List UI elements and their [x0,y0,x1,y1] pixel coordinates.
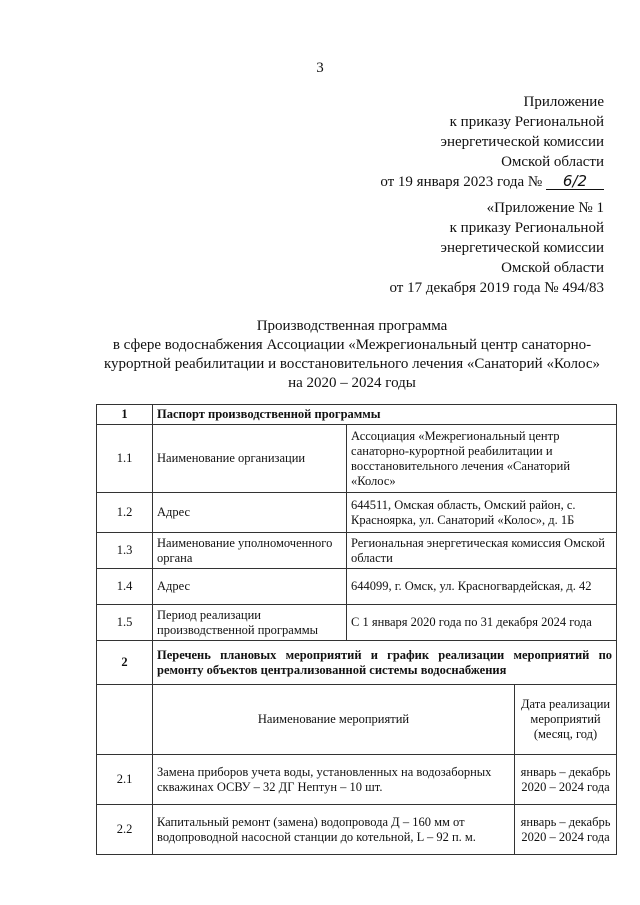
title-line: в сфере водоснабжения Ассоциации «Межрегиональный центр санаторно- [112,337,592,353]
appendix-line: «Приложение № 1 [486,200,604,216]
section-number: 2 [97,641,153,685]
row-label: Период реализации производственной программы [153,605,347,641]
row-value: Региональная энергетическая комиссия Омской области [347,533,617,569]
row-value: С 1 января 2020 года по 31 декабря 2024 года [347,605,617,641]
row-number: 1.5 [97,605,153,641]
row-number: 2.1 [97,755,153,805]
table-row [97,493,617,533]
title-line: Производственная программа [256,318,448,334]
program-title [92,317,612,393]
empty-cell [97,685,153,755]
page-number: 3 [316,60,324,76]
row-number: 2.2 [97,805,153,855]
section-header: Перечень плановых мероприятий и график реализации мероприятий по ремонту объектов централизованной системы водоснабжения [153,641,617,685]
event-name: Замена приборов учета воды, установленных на водозаборных скважинах ОСВУ – 32 ДГ Нептун – 10 шт. [153,755,515,805]
row-label: Адрес [153,493,347,533]
table-row [97,569,617,605]
column-header-date: Дата реализации мероприятий (месяц, год) [515,685,617,755]
appendix-line: к приказу Региональной [449,220,604,236]
row-value: 644511, Омская область, Омский район, с. Красноярка, ул. Санаторий «Колос», д. 1Б [347,493,617,533]
appendix-line: энергетической комиссии [440,134,604,150]
row-label: Наименование организации [153,425,347,493]
appendix-header [380,92,604,192]
row-number: 1.3 [97,533,153,569]
row-number: 1.4 [97,569,153,605]
handwritten-order-number: 6/2 [546,173,604,190]
row-number: 1.2 [97,493,153,533]
appendix-line: от 17 декабря 2019 года № 494/83 [389,280,604,296]
section-number: 1 [97,405,153,425]
column-header-name: Наименование мероприятий [153,685,515,755]
appendix-order-line [380,172,604,192]
title-line: курортной реабилитации и восстановительного лечения «Санаторий «Колос» [103,356,601,372]
appendix-line: к приказу Региональной [449,114,604,130]
table-row [97,605,617,641]
order-date: от 19 января 2023 года № [380,174,543,190]
row-label: Адрес [153,569,347,605]
row-value: Ассоциация «Межрегиональный центр санаторно-курортной реабилитации и восстановительного лечения «Санаторий «Колос» [347,425,617,493]
table-row [97,755,617,805]
appendix-line: Приложение [523,94,604,110]
table-row [97,533,617,569]
event-date: январь – декабрь 2020 – 2024 года [515,805,617,855]
program-table [96,404,617,855]
table-row [97,641,617,685]
table-row [97,805,617,855]
appendix-line: энергетической комиссии [440,240,604,256]
original-appendix-header [389,198,604,298]
appendix-line: Омской области [501,154,604,170]
section-header: Паспорт производственной программы [153,405,617,425]
table-row [97,425,617,493]
event-date: январь – декабрь 2020 – 2024 года [515,755,617,805]
row-number: 1.1 [97,425,153,493]
title-line: на 2020 – 2024 годы [288,375,416,391]
row-value: 644099, г. Омск, ул. Красногвардейская, д. 42 [347,569,617,605]
event-name: Капитальный ремонт (замена) водопровода Д – 160 мм от водопроводной насосной станции до котельной, L – 92 п. м. [153,805,515,855]
row-label: Наименование уполномоченного органа [153,533,347,569]
appendix-line: Омской области [501,260,604,276]
table-row [97,405,617,425]
table-header-row [97,685,617,755]
